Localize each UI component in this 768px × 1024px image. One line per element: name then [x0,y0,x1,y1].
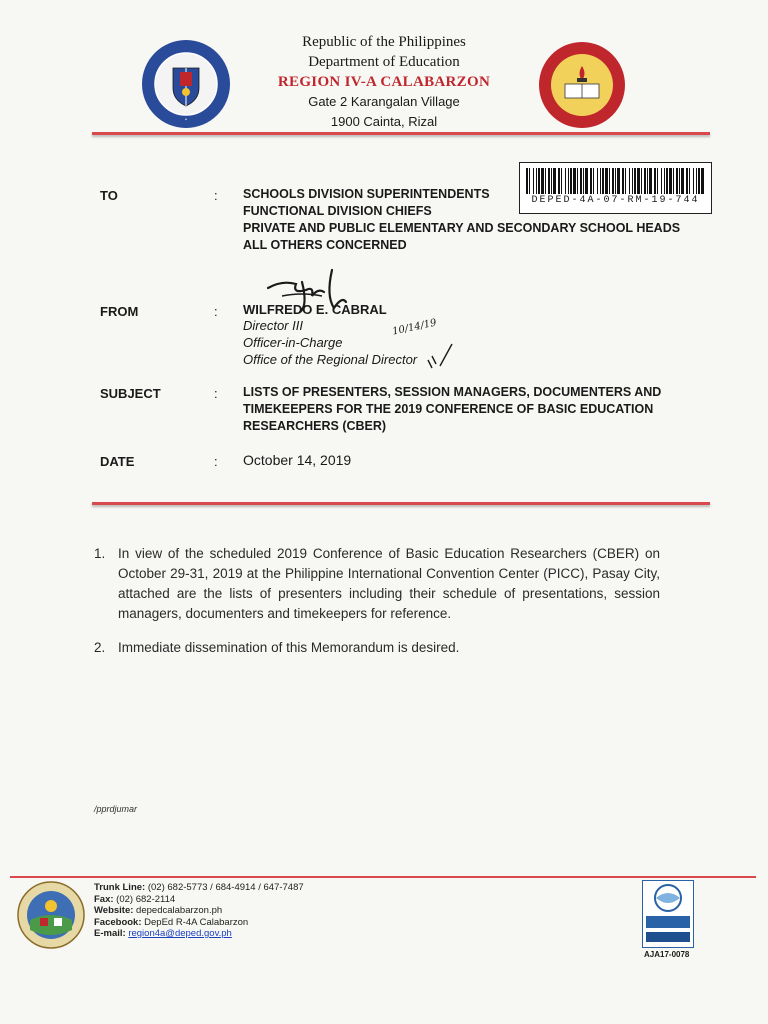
header-address-line1: Gate 2 Karangalan Village [308,94,460,109]
barcode-bar [689,168,690,194]
footer-divider [10,876,756,878]
barcode-bar [681,168,684,194]
subject-line: RESEARCHERS (CBER) [243,419,387,433]
subject-line: LISTS OF PRESENTERS, SESSION MANAGERS, DOCUMENTERS AND [243,385,662,399]
footer-trunk-line [94,882,304,894]
barcode-code: DEPED-4A-07-RM-19-744 [531,195,700,206]
footer-fax [94,894,304,906]
header-address-line2: 1900 Cainta, Rizal [330,114,438,129]
to-line: ALL OTHERS CONCERNED [243,238,407,252]
paragraph-1 [94,544,660,624]
header-divider [92,132,710,135]
footer-facebook-value: DepEd R-4A Calabarzon [141,916,249,928]
footer-contact [94,882,304,940]
initial-mark [426,342,456,370]
barcode-bar [696,168,697,194]
barcode-bar [693,168,694,194]
paragraph-2 [94,638,660,658]
aja-certification-logo [642,880,694,948]
paragraph-text: In view of the scheduled 2019 Conference of Basic Education Researchers (CBER) on October 29-31, 2019 at the Philippine International Convention Center (PICC), Pasay City, attached are the lists of presenters including their schedule of presentations, session managers, documenters and timekeepers for reference. [118,546,660,621]
from-title-director: Director III [243,318,303,333]
footer-facebook-label: Facebook: [94,916,142,928]
paragraph-number: 2. [94,640,106,655]
to-line: FUNCTIONAL DIVISION CHIEFS [243,204,432,218]
footer-website [94,905,304,917]
footer-email-label: E-mail: [94,928,126,939]
from-name: WILFREDO E. CABRAL [243,302,387,317]
to-recipients [243,186,680,254]
typist-initials: /pprdjumar [94,804,138,814]
paragraph-number: 1. [94,546,106,561]
subject-line: TIMEKEEPERS FOR THE 2019 CONFERENCE OF BASIC EDUCATION [243,402,654,416]
date-label: DATE [100,454,135,469]
to-line: PRIVATE AND PUBLIC ELEMENTARY AND SECONDARY SCHOOL HEADS [243,221,681,235]
to-label: TO [100,188,118,203]
barcode-bar [701,168,704,194]
subject-block [243,384,661,435]
from-title-oic: Officer-in-Charge [243,335,343,350]
handwritten-date: 10/14/19 [391,317,438,338]
footer-email-link[interactable]: region4a@deped.gov.ph [128,928,232,939]
to-colon: : [214,188,218,203]
footer-fax-value: (02) 682-2114 [113,893,176,905]
from-colon: : [214,304,218,319]
footer-email [94,928,304,940]
footer-facebook [94,917,304,929]
date-colon: : [214,454,218,469]
from-block [243,302,417,368]
to-line: SCHOOLS DIVISION SUPERINTENDENTS [243,187,490,201]
barcode-bar [686,168,688,194]
header-republic: Republic of the Philippines [302,34,466,50]
footer-seal-logo [16,880,86,950]
memo-divider [92,502,710,505]
barcode-bar [698,168,700,194]
footer-trunk-value: (02) 682-5773 / 684-4914 / 647-7487 [145,882,304,893]
from-title-office: Office of the Regional Director [243,352,418,367]
footer-website-label: Website: [94,905,134,916]
header-department: Department of Education [308,54,460,70]
date-value: October 14, 2019 [243,452,352,468]
footer-fax-label: Fax: [94,893,114,905]
aja-code: AJA17-0078 [644,950,690,959]
subject-colon: : [214,386,218,401]
svg-text:•: • [185,117,187,123]
subject-label: SUBJECT [100,386,161,401]
footer-website-value: depedcalabarzon.ph [133,905,223,916]
from-label: FROM [100,304,139,319]
paragraph-text: Immediate dissemination of this Memorandum is desired. [118,640,460,655]
footer-trunk-label: Trunk Line: [94,882,146,893]
header-region: REGION IV-A CALABARZON [277,74,491,90]
